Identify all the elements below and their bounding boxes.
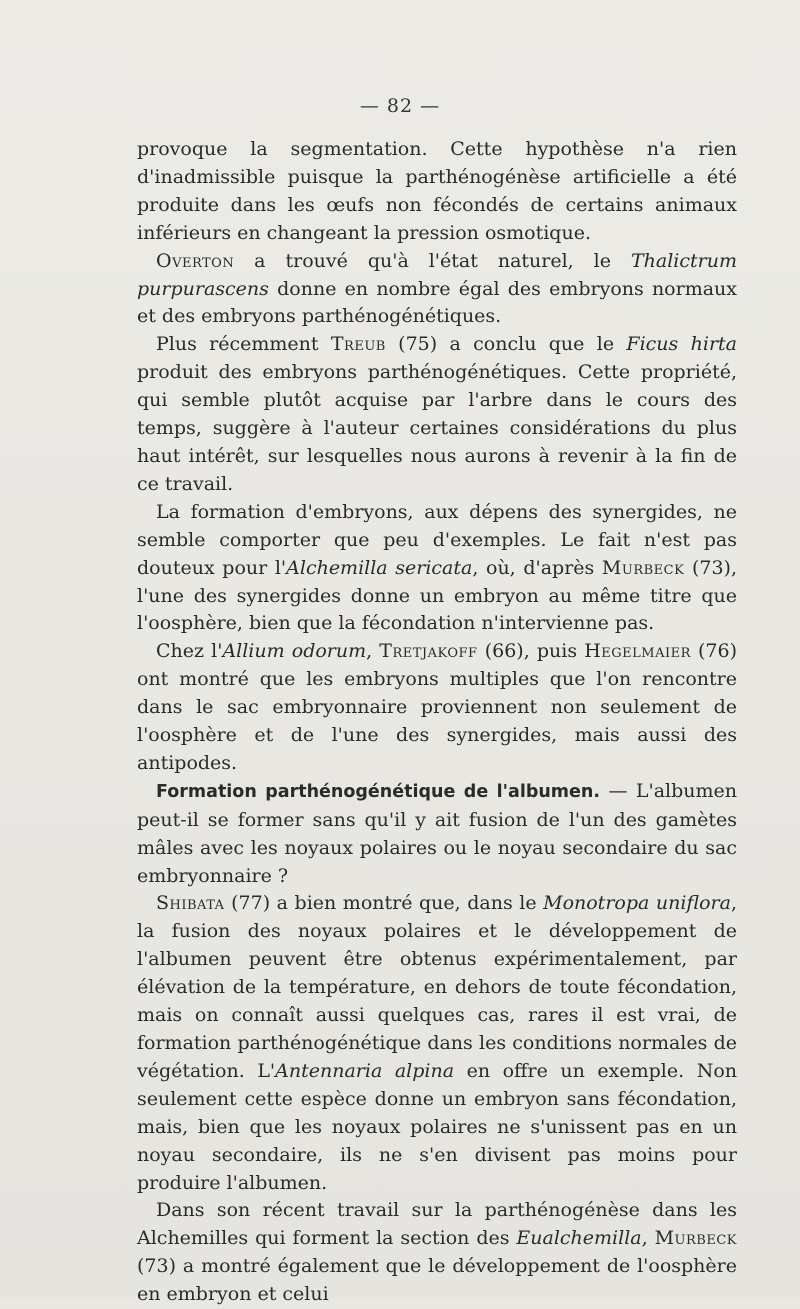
paragraph-8 xyxy=(137,1197,737,1309)
p5-t2: (66), puis xyxy=(477,640,585,663)
author-hegelmaier: Hegelmaier xyxy=(584,640,691,663)
p1-text: provoque la segmentation. Cette hypothèse n'a rien d'inadmissible puisque la parthénogénèse artificielle a été produite dans les œufs non fécondés de certains animaux inférieurs en changeant la pression osmotique. xyxy=(137,138,737,244)
paragraph-4 xyxy=(137,499,737,639)
author-tretjakoff: Tretjakoff xyxy=(379,640,478,663)
species-monotropa: Monotropa uniflora xyxy=(543,892,731,915)
paragraph-7 xyxy=(137,890,737,1197)
p5-t1: , xyxy=(366,640,380,663)
p8-t0: Dans son récent travail sur la parthénogénèse dans les Alchemilles qui forment la section des xyxy=(137,1199,737,1250)
author-overton: Overton xyxy=(156,249,235,272)
paragraph-1 xyxy=(137,136,737,248)
p3-t2: produit des embryons parthénogénétiques. Cette propriété, qui semble plutôt acquise par l'arbre dans le cours des temps, suggère à l'auteur certaines considérations du plus haut intérêt, sur lesquelles nous aurons à revenir à la fin de ce travail. xyxy=(137,361,737,495)
author-murbeck-2: Murbeck xyxy=(654,1227,737,1250)
p3-t1: (75) a conclu que le xyxy=(385,333,627,356)
species-thalictrum: Thalictrum purpurascens xyxy=(137,249,737,300)
p4-t2: (73), l'une des synergides donne un embryon au même titre que l'oosphère, bien que la fécondation n'intervienne pas. xyxy=(137,556,737,635)
p8-t1: , xyxy=(641,1227,655,1250)
paragraph-3 xyxy=(137,331,737,498)
body-text xyxy=(137,136,737,1309)
p2-t2: donne en nombre égal des embryons normaux et des embryons parthénogénétiques. xyxy=(137,277,737,328)
p2-t1: a trouvé qu'à l'état naturel, le xyxy=(234,249,631,272)
p3-t0: Plus récemment xyxy=(156,333,331,356)
p7-t1: (77) a bien montré que, dans le xyxy=(224,892,544,915)
paragraph-6 xyxy=(137,778,737,891)
species-alchemilla: Alchemilla sericata xyxy=(286,556,473,579)
p8-t2: (73) a montré également que le développement de l'oosphère en embryon et celui xyxy=(137,1255,737,1306)
p5-t0: Chez l' xyxy=(156,640,223,663)
p4-t0: La formation d'embryons, aux dépens des synergides, ne semble comporter que peu d'exemples. Le fait n'est pas douteux pour l' xyxy=(137,500,737,579)
species-allium: Allium odorum xyxy=(222,640,367,663)
paragraph-5 xyxy=(137,638,737,778)
author-treub: Treub xyxy=(330,333,386,356)
author-shibata: Shibata xyxy=(156,892,225,915)
species-ficus: Ficus hirta xyxy=(626,333,737,356)
author-murbeck: Murbeck xyxy=(601,556,685,579)
paragraph-2 xyxy=(137,248,737,332)
section-heading: Formation parthénogénétique de l'albumen. xyxy=(156,781,601,802)
species-eualchemilla: Eualchemilla xyxy=(516,1227,642,1250)
species-antennaria: Antennaria alpina xyxy=(275,1059,455,1082)
page-number: — 82 — xyxy=(359,95,441,117)
p6-t1: — L'albumen peut-il se former sans qu'il y ait fusion de l'un des gamètes mâles avec les noyaux polaires ou le noyau secondaire du sac embryonnaire ? xyxy=(137,779,737,887)
p5-t3: (76) ont montré que les embryons multiples que l'on rencontre dans le sac embryonnaire proviennent non seulement de l'oosphère et de l'une des synergides, mais aussi des antipodes. xyxy=(137,640,738,774)
p4-t1: , où, d'après xyxy=(472,556,602,579)
p7-t2: , la fusion des noyaux polaires et le développement de l'albumen peuvent être obtenus expérimentalement, par élévation de la température, en dehors de toute fécondation, mais on connaît aussi quelques cas, rares il est vrai, de formation parthénogénétique dans les conditions normales de végétation. L' xyxy=(137,892,737,1082)
p7-t3: en offre un exemple. Non seulement cette espèce donne un embryon sans fécondation, mais, bien que les noyaux polaires ne s'unissent pas en un noyau secondaire, ils ne s'en divisent pas moins pour produire l'albumen. xyxy=(137,1059,737,1194)
